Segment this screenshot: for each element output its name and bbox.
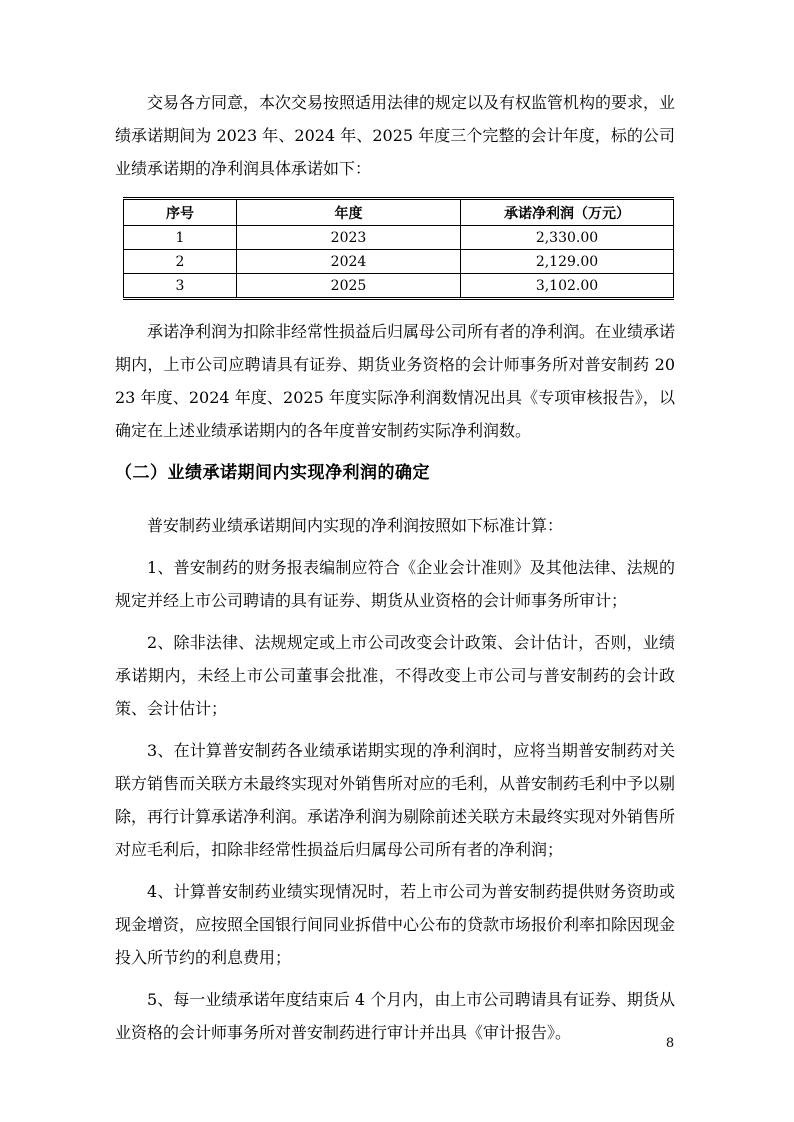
list-item-4: 4、计算普安制药业绩实现情况时，若上市公司为普安制药提供财务资助或现金增资，应按照全国银行间同业拆借中心公布的贷款市场报价利率扣除因现金投入所节约的利息费用； (115, 882, 676, 967)
page-number: 8 (665, 1036, 675, 1051)
cell-profit: 2,129.00 (461, 250, 674, 274)
table-header-index: 序号 (124, 199, 237, 226)
section-heading: （二）业绩承诺期间内实现净利润的确定 (115, 463, 430, 482)
paragraph-intro: 交易各方同意，本次交易按照适用法律的规定以及有权监管机构的要求，业绩承诺期间为 2023 年、2024 年、2025 年度三个完整的会计年度，标的公司业绩承诺期的净利润具体承诺如下： (115, 93, 676, 178)
cell-index: 1 (124, 226, 237, 250)
list-item-1: 1、普安制药的财务报表编制应符合《企业会计准则》及其他法律、法规的规定并经上市公司聘请的具有证券、期货从业资格的会计师事务所审计； (115, 558, 675, 610)
cell-profit: 3,102.00 (461, 274, 674, 299)
list-item-3: 3、在计算普安制药各业绩承诺期实现的净利润时，应将当期普安制药对关联方销售而关联方未最终实现对外销售所对应的毛利，从普安制药毛利中予以剔除，再行计算承诺净利润。承诺净利润为剔除前述关联方未最终实现对外销售所对应毛利后，扣除非经常性损益后归属母公司所有者的净利润； (115, 741, 676, 859)
table-row (124, 274, 674, 299)
list-item-2: 2、除非法律、法规规定或上市公司改变会计政策、会计估计，否则，业绩承诺期内，未经上市公司董事会批准，不得改变上市公司与普安制药的会计政策、会计估计； (115, 633, 675, 718)
cell-index: 2 (124, 250, 237, 274)
cell-year: 2025 (237, 274, 461, 299)
list-item-5: 5、每一业绩承诺年度结束后 4 个月内，由上市公司聘请具有证券、期货从业资格的会计师事务所对普安制药进行审计并出具《审计报告》。 (115, 990, 675, 1042)
cell-year: 2023 (237, 226, 461, 250)
table-head (124, 199, 674, 226)
paragraph-commitment: 承诺净利润为扣除非经常性损益后归属母公司所有者的净利润。在业绩承诺期内，上市公司应聘请具有证券、期货业务资格的会计师事务所对普安制药 2023 年度、2024 年度、2025 年度实际净利润数情况出具《专项审核报告》，以确定在上述业绩承诺期内的各年度普安制药实际净利润数。 (115, 322, 676, 440)
table-body (124, 226, 674, 299)
table-header-profit: 承诺净利润（万元） (461, 199, 674, 226)
paragraph-standard: 普安制药业绩承诺期间内实现的净利润按照如下标准计算： (147, 516, 564, 535)
profit-commitment-table (123, 197, 674, 300)
page-content (115, 86, 675, 1049)
cell-year: 2024 (237, 250, 461, 274)
cell-profit: 2,330.00 (461, 226, 674, 250)
table-header-year: 年度 (237, 199, 461, 226)
table-row (124, 250, 674, 274)
table-header-row (124, 199, 674, 226)
cell-index: 3 (124, 274, 237, 299)
table-row (124, 226, 674, 250)
